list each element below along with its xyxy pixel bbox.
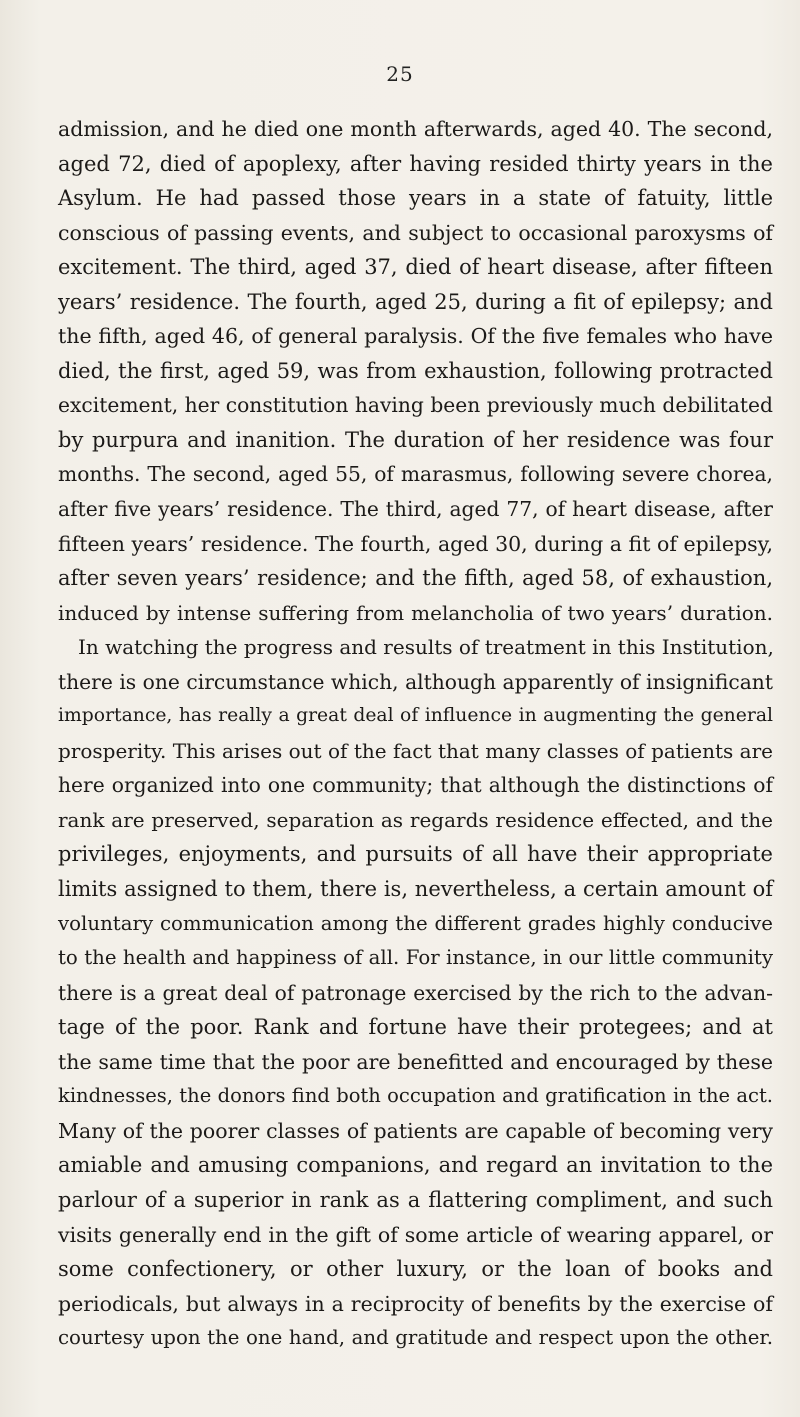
text-line: fifteen years’ residence. The fourth, aged 30, during a fit of epilepsy, [58,531,773,556]
text-line: importance, has really a great deal of influence in augmenting the general [58,705,773,727]
text-line: excitement. The third, aged 37, died of heart disease, after fifteen [58,255,773,280]
text-line: aged 72, died of apoplexy, after having resided thirty years in the [58,151,773,176]
text-line: amiable and amusing companions, and regard an invitation to the [58,1153,773,1178]
text-line: kindnesses, the donors find both occupation and gratification in the act. [58,1084,773,1108]
text-line: the same time that the poor are benefitted and encouraged by these [58,1049,773,1074]
text-line: induced by intense suffering from melancholia of two years’ duration. [58,600,773,625]
text-line: years’ residence. The fourth, aged 25, during a fit of epilepsy; and [58,289,773,314]
text-line: rank are preserved, separation as regards residence effected, and the [58,807,773,832]
text-line: visits generally end in the gift of some article of wearing apparel, or [58,1222,773,1247]
paragraph-start-line: In watching the progress and results of treatment in this Institution, [78,635,774,660]
text-line: courtesy upon the one hand, and gratitude and respect upon the other. [58,1326,773,1350]
text-line: Many of the poorer classes of patients are capable of becoming very [58,1118,773,1143]
text-line: Asylum. He had passed those years in a state of fatuity, little [58,186,773,211]
text-line: parlour of a superior in rank as a flattering compliment, and such [58,1187,773,1212]
text-line: after five years’ residence. The third, aged 77, of heart disease, after [58,497,773,522]
text-line: limits assigned to them, there is, nevertheless, a certain amount of [58,877,773,902]
text-line: there is one circumstance which, although apparently of insignificant [58,669,773,694]
text-line: periodicals, but always in a reciprocity of benefits by the exercise of [58,1291,773,1316]
text-line: by purpura and inanition. The duration of her residence was four [58,427,773,452]
text-line: prosperity. This arises out of the fact that many classes of patients are [58,738,773,763]
text-line: there is a great deal of patronage exercised by the rich to the advan- [58,980,773,1005]
text-line: died, the first, aged 59, was from exhaustion, following protracted [58,358,773,383]
text-line: tage of the poor. Rank and fortune have their protegees; and at [58,1015,773,1040]
text-line: here organized into one community; that although the distinctions of [58,773,773,798]
text-line: some confectionery, or other luxury, or the loan of books and [58,1257,773,1282]
text-line: after seven years’ residence; and the fifth, aged 58, of exhaustion, [58,566,773,591]
body-text [58,112,773,1356]
text-line: privileges, enjoyments, and pursuits of all have their appropriate [58,842,773,867]
text-line: admission, and he died one month afterwards, aged 40. The second, [58,117,773,141]
page-number: 25 [386,62,414,86]
text-line: months. The second, aged 55, of marasmus, following severe chorea, [58,462,773,487]
text-line: voluntary communication among the different grades highly conducive [58,911,773,935]
text-line: the fifth, aged 46, of general paralysis. Of the five females who have [58,324,773,349]
text-line: to the health and happiness of all. For instance, in our little community [58,946,773,970]
text-line: excitement, her constitution having been previously much debilitated [58,393,773,418]
text-line: conscious of passing events, and subject to occasional paroxysms of [58,220,773,245]
